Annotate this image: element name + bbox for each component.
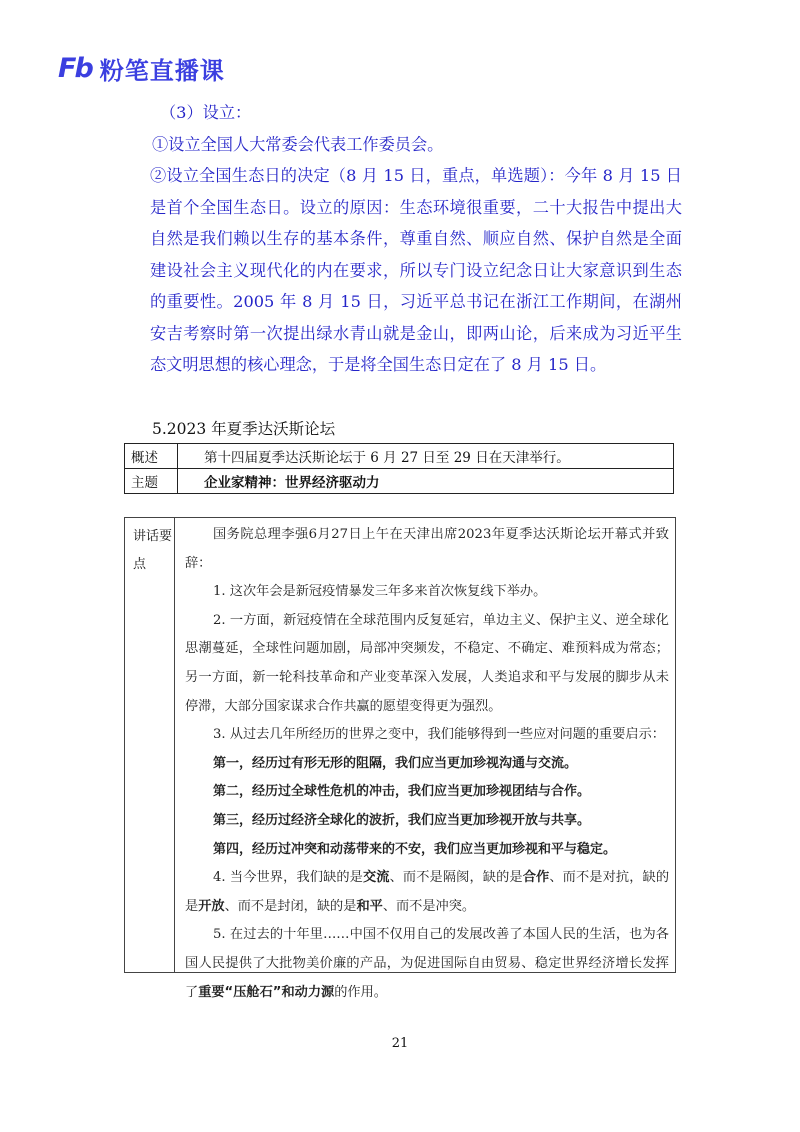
row-label: 主题 (125, 469, 178, 494)
point-4-bold: 合作 (522, 870, 550, 886)
insight-2: 第二，经历过全球性危机的冲击，我们应当更加珍视团结与合作。 (213, 784, 591, 800)
logo-text: 粉笔直播课 (99, 56, 225, 85)
point-4-text: 4. 当今世界，我们缺的是 (213, 870, 363, 886)
table-row (125, 469, 674, 494)
item-1: ①设立全国人大常委会代表工作委员会。 (152, 135, 444, 154)
table-row (125, 444, 674, 469)
brand-logo (58, 52, 225, 84)
item-2-text: ②设立全国生态日的决定（8 月 15 日，重点，单选题）：今年 8 月 15 日是首个全国生态日。设立的原因：生态环境很重要，二十大报告中提出大自然是我们赖以生存的基本条件，尊重自然、顺应自然、保护自然是全面建设社会主义现代化的内在要求，所以专门设立纪念日让大家意识到生态的重要性。2005 年 8 月 15 日，习近平总书记在浙江工作期间，在湖州安吉考察时第一次提出绿水青山就是金山，即两山论，后来成为习近平生态文明思想的核心理念，于是将全国生态日定在了 8 月 15 日。 (150, 166, 682, 374)
page-number: 21 (391, 1036, 409, 1051)
point-5 (185, 921, 669, 1007)
point-4-text: 、而不是冲突。 (382, 898, 476, 914)
point-4 (185, 864, 669, 921)
section-title: 5.2023 年夏季达沃斯论坛 (152, 420, 336, 438)
insight-4: 第四，经历过冲突和动荡带来的不安，我们应当更加珍视和平与稳定。 (213, 841, 617, 857)
speech-intro: 国务院总理李强6月27日上午在天津出席2023年夏季达沃斯论坛开幕式并致辞： (185, 527, 669, 571)
point-5-text: 的作用。 (334, 984, 387, 1000)
logo-mark: Fb (58, 52, 92, 84)
point-4-bold: 开放 (198, 898, 225, 914)
insight-1: 第一，经历过有形无形的阻隔，我们应当更加珍视沟通与交流。 (213, 755, 578, 771)
row-label: 概述 (125, 444, 178, 469)
point-4-text: 、而不是对抗，缺的是 (185, 870, 670, 914)
point-4-text: 、而不是封闭，缺的是 (224, 898, 357, 914)
point-2: 2. 一方面，新冠疫情在全球范围内反复延宕，单边主义、保护主义、逆全球化思潮蔓延，全球性问题加剧，局部冲突频发，不稳定、不确定、难预料成为常态；另一方面，新一轮科技革命和产业变革深入发展，人类追求和平与发展的脚步从未停滞，大部分国家谋求合作共赢的愿望变得更为强烈。 (185, 612, 669, 714)
speech-points-box (124, 517, 676, 1000)
sub-heading: （3）设立： (160, 103, 252, 122)
point-1: 1. 这次年会是新冠疫情暴发三年多来首次恢复线下举办。 (213, 584, 547, 600)
speech-body (185, 521, 669, 1007)
point-5-bold: 重要“压舱石”和动力源 (198, 984, 335, 1000)
item-2-paragraph (150, 160, 682, 381)
point-4-text: 、而不是隔阂，缺的是 (389, 870, 523, 886)
point-4-bold: 和平 (356, 898, 383, 914)
row-value: 企业家精神：世界经济驱动力 (178, 469, 674, 494)
point-4-bold: 交流 (363, 870, 390, 886)
summary-table (124, 443, 674, 494)
speech-label: 讲话要点 (125, 518, 175, 972)
row-value: 第十四届夏季达沃斯论坛于 6 月 27 日至 29 日在天津举行。 (178, 444, 674, 469)
point-3: 3. 从过去几年所经历的世界之变中，我们能够得到一些应对问题的重要启示： (213, 727, 665, 743)
insight-3: 第三，经历过经济全球化的波折，我们应当更加珍视开放与共享。 (213, 812, 591, 828)
point-5-text: 5. 在过去的十年里……中国不仅用自己的发展改善了本国人民的生活，也为各国人民提供了大批物美价廉的产品，为促进国际自由贸易、稳定世界经济增长发挥了 (185, 927, 669, 1000)
